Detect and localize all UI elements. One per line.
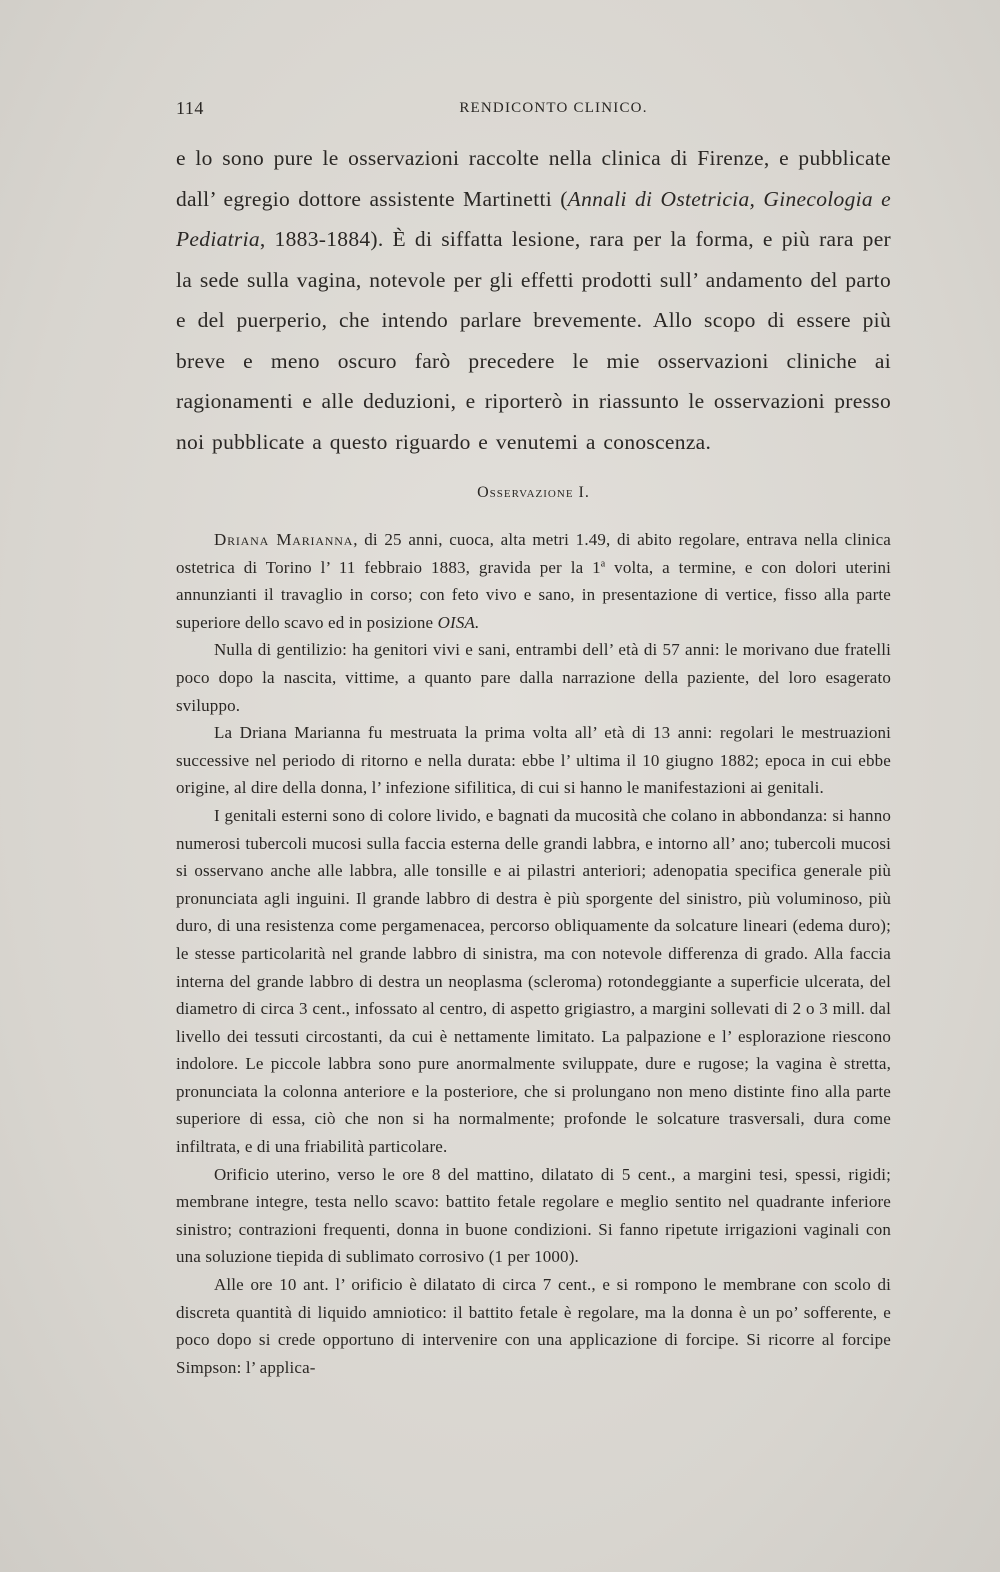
intro-text <box>176 138 891 462</box>
paragraph-menstruation: La Driana Marianna fu mestruata la prima volta all’ età di 13 anni: regolari le mestruazioni successive nel periodo di ritorno e nella durata: ebbe l’ ultima il 10 giugno 1882; epoca in cui ebbe origine, al dire della donna, l’ infezione sifilitica, di cui si hanno le manifestazioni ai genitali. <box>176 723 891 798</box>
running-head: RENDICONTO CLINICO. <box>459 100 648 116</box>
paragraph-patient-text-b: volta, a termine, e con dolori uterini annunzianti il travaglio in corso; con feto vivo e sano, in presentazione di vertice, fisso alla parte superiore dello scavo ed in posizione <box>176 557 891 632</box>
case-body <box>176 526 891 1381</box>
paragraph-patient <box>176 526 891 636</box>
intro-text-part2: , 1883-1884). È di siffatta lesione, rara per la forma, e più rara per la sede sulla vagina, notevole per gli effetti prodotti sull’ andamento del parto e del puerperio, che intendo parlare brevemente. Allo scopo di essere più breve e meno oscuro farò precedere le mie osservazioni cliniche ai ragionamenti e alle deduzioni, e riporterò in riassunto le osservazioni presso noi pubblicate a questo riguardo e venutemi a conoscenza. <box>176 227 891 454</box>
paragraph-uterine-orifice: Orificio uterino, verso le ore 8 del mattino, dilatato di 5 cent., a margini tesi, spessi, rigidi; membrane integre, testa nello scavo: battito fetale regolare e meglio sentito nel quadrante inferiore sinistro; contrazioni frequenti, donna in buone condizioni. Si fanno ripetute irrigazioni vaginali con una soluzione tiepida di sublimato corrosivo (1 per 1000). <box>176 1164 891 1267</box>
fetal-position: OISA. <box>437 612 480 632</box>
section-title: Osservazione I. <box>477 484 590 501</box>
superscript: a <box>600 557 606 569</box>
patient-name: Driana Marianna <box>214 530 354 549</box>
page-header <box>176 98 891 128</box>
journal-title: Annali di Ostetricia, Ginecologia e Pediatria <box>176 186 891 251</box>
paragraph-forceps: Alle ore 10 ant. l’ orificio è dilatato di circa 7 cent., e si rompono le membrane con scolo di discreta quantità di liquido amniotico: il battito fetale è regolare, ma la donna è un po’ sofferente, e poco dopo si crede opportuno di intervenire con una applicazione di forcipe. Si ricorre al forcipe Simpson: l’ applica- <box>176 1275 891 1377</box>
intro-text-part1: e lo sono pure le osservazioni raccolte nella clinica di Firenze, e pubblicate dall’ egregio dottore assistente Martinetti ( <box>176 146 891 211</box>
paragraph-genitals: I genitali esterni sono di colore livido, e bagnati da mucosità che colano in abbondanza: si hanno numerosi tubercoli mucosi sulla faccia esterna delle grandi labbra, e intorno all’ ano; tubercoli mucosi si osservano anche alle labbra, alle tonsille e ai pilastri anteriori; adenopatia specifica generale più pronunciata agli inguini. Il grande labbro di destra è più sporgente del sinistro, più voluminoso, più duro, di una resistenza come pergamenacea, percorso obliquamente da solcature lineari (edema duro); le stesse particolarità nel grande labbro di sinistra, ma con notevole differenza di grado. Alla faccia interna del grande labbro di destra un neoplasma (scleroma) rotondeggiante a superficie ulcerata, del diametro di circa 3 cent., infossato al centro, di aspetto grigiastro, a margini sollevati di 2 o 3 mill. dal livello dei tessuti circostanti, da cui è nettamente limitato. La palpazione e l’ esplorazione riescono indolore. Le piccole labbra sono pure anormalmente sviluppate, dure e rugose; la vagina è stretta, pronunciata la colonna anteriore e la posteriore, che si prolungano non meno distinte fino alla parte superiore di essa, ciò che non si ha normalmente; profonde le solcature trasversali, dura come infiltrata, e di una friabilità particolare. <box>176 805 891 1157</box>
page-number: 114 <box>176 98 204 118</box>
intro-paragraph <box>176 138 891 462</box>
paragraph-patient-text-a: , di 25 anni, cuoca, alta metri 1.49, di abito regolare, entrava nella clinica ostetrica di Torino l’ 11 febbraio 1883, gravida per la 1 <box>176 530 891 577</box>
paragraph-family-history: Nulla di gentilizio: ha genitori vivi e sani, entrambi dell’ età di 57 anni: le morivano due fratelli poco dopo la nascita, vittime, a quanto pare dalla narrazione della paziente, del loro esagerato sviluppo. <box>176 640 891 715</box>
